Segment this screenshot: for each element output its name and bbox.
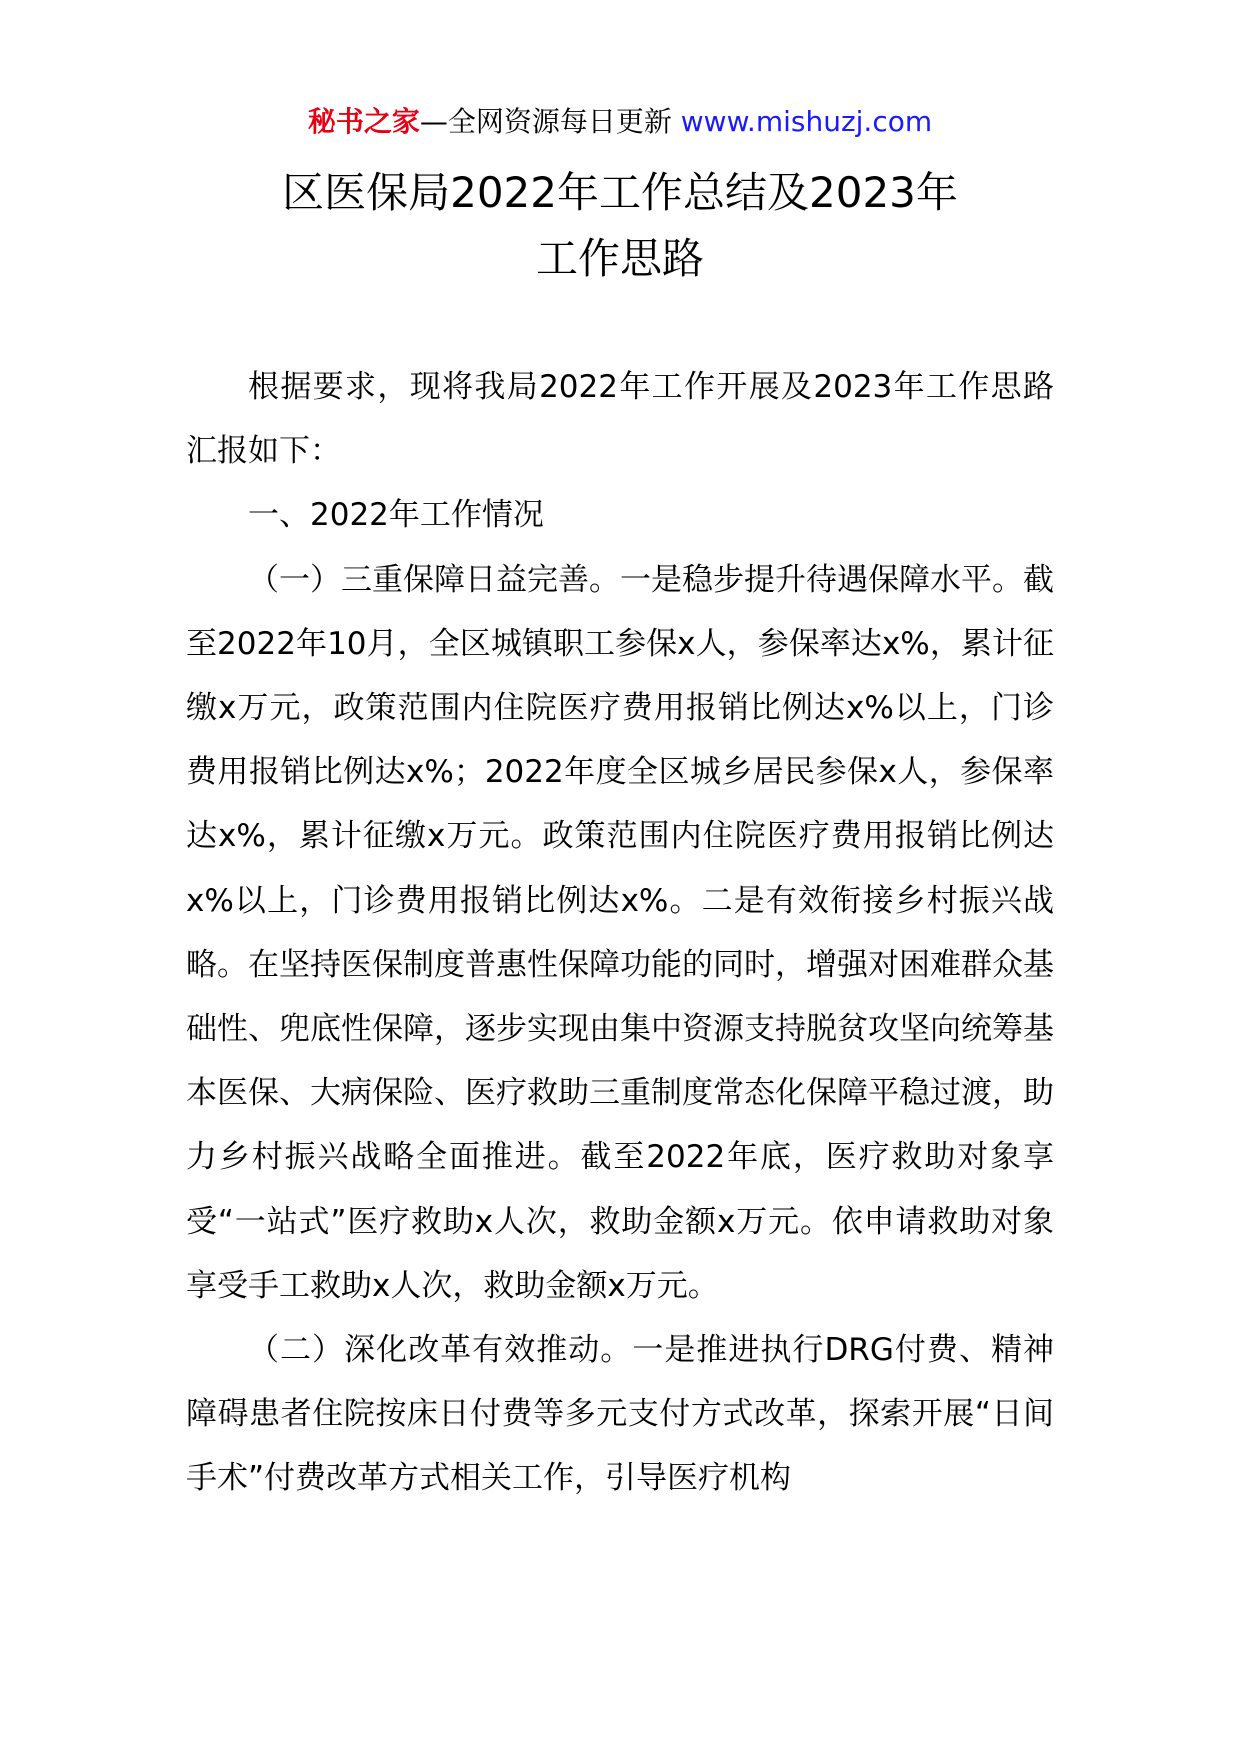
header-tagline: —全网资源每日更新 [419, 105, 681, 138]
title-line-1: 区医保局2022年工作总结及2023年 [282, 168, 958, 217]
document-title [0, 160, 1240, 292]
brand-name: 秘书之家 [307, 105, 420, 138]
document-body [186, 355, 1054, 1511]
site-header [0, 100, 1240, 144]
intro-paragraph: 根据要求，现将我局2022年工作开展及2023年工作思路汇报如下： [186, 369, 1054, 470]
paragraph-reform: （二）深化改革有效推动。一是推进执行DRG付费、精神障碍患者住院按床日付费等多元支付方式改革，探索开展“日间手术”付费改革方式相关工作，引导医疗机构 [186, 1332, 1054, 1497]
section-heading-1: 一、2022年工作情况 [248, 497, 544, 534]
site-url-link[interactable]: www.mishuzj.com [680, 105, 933, 138]
title-line-2: 工作思路 [535, 234, 704, 283]
paragraph-security: （一）三重保障日益完善。一是稳步提升待遇保障水平。截至2022年10月，全区城镇职工参保x人，参保率达x%，累计征缴x万元，政策范围内住院医疗费用报销比例达x%以上，门诊费用报销比例达x%；2022年度全区城乡居民参保x人，参保率达x%，累计征缴x万元。政策范围内住院医疗费用报销比例达x%以上，门诊费用报销比例达x%。二是有效衔接乡村振兴战略。在坚持医保制度普惠性保障功能的同时，增强对困难群众基础性、兜底性保障，逐步实现由集中资源支持脱贫攻坚向统筹基本医保、大病保险、医疗救助三重制度常态化保障平稳过渡，助力乡村振兴战略全面推进。截至2022年底，医疗救助对象享受“一站式”医疗救助x人次，救助金额x万元。依申请救助对象享受手工救助x人次，救助金额x万元。 [186, 561, 1054, 1304]
